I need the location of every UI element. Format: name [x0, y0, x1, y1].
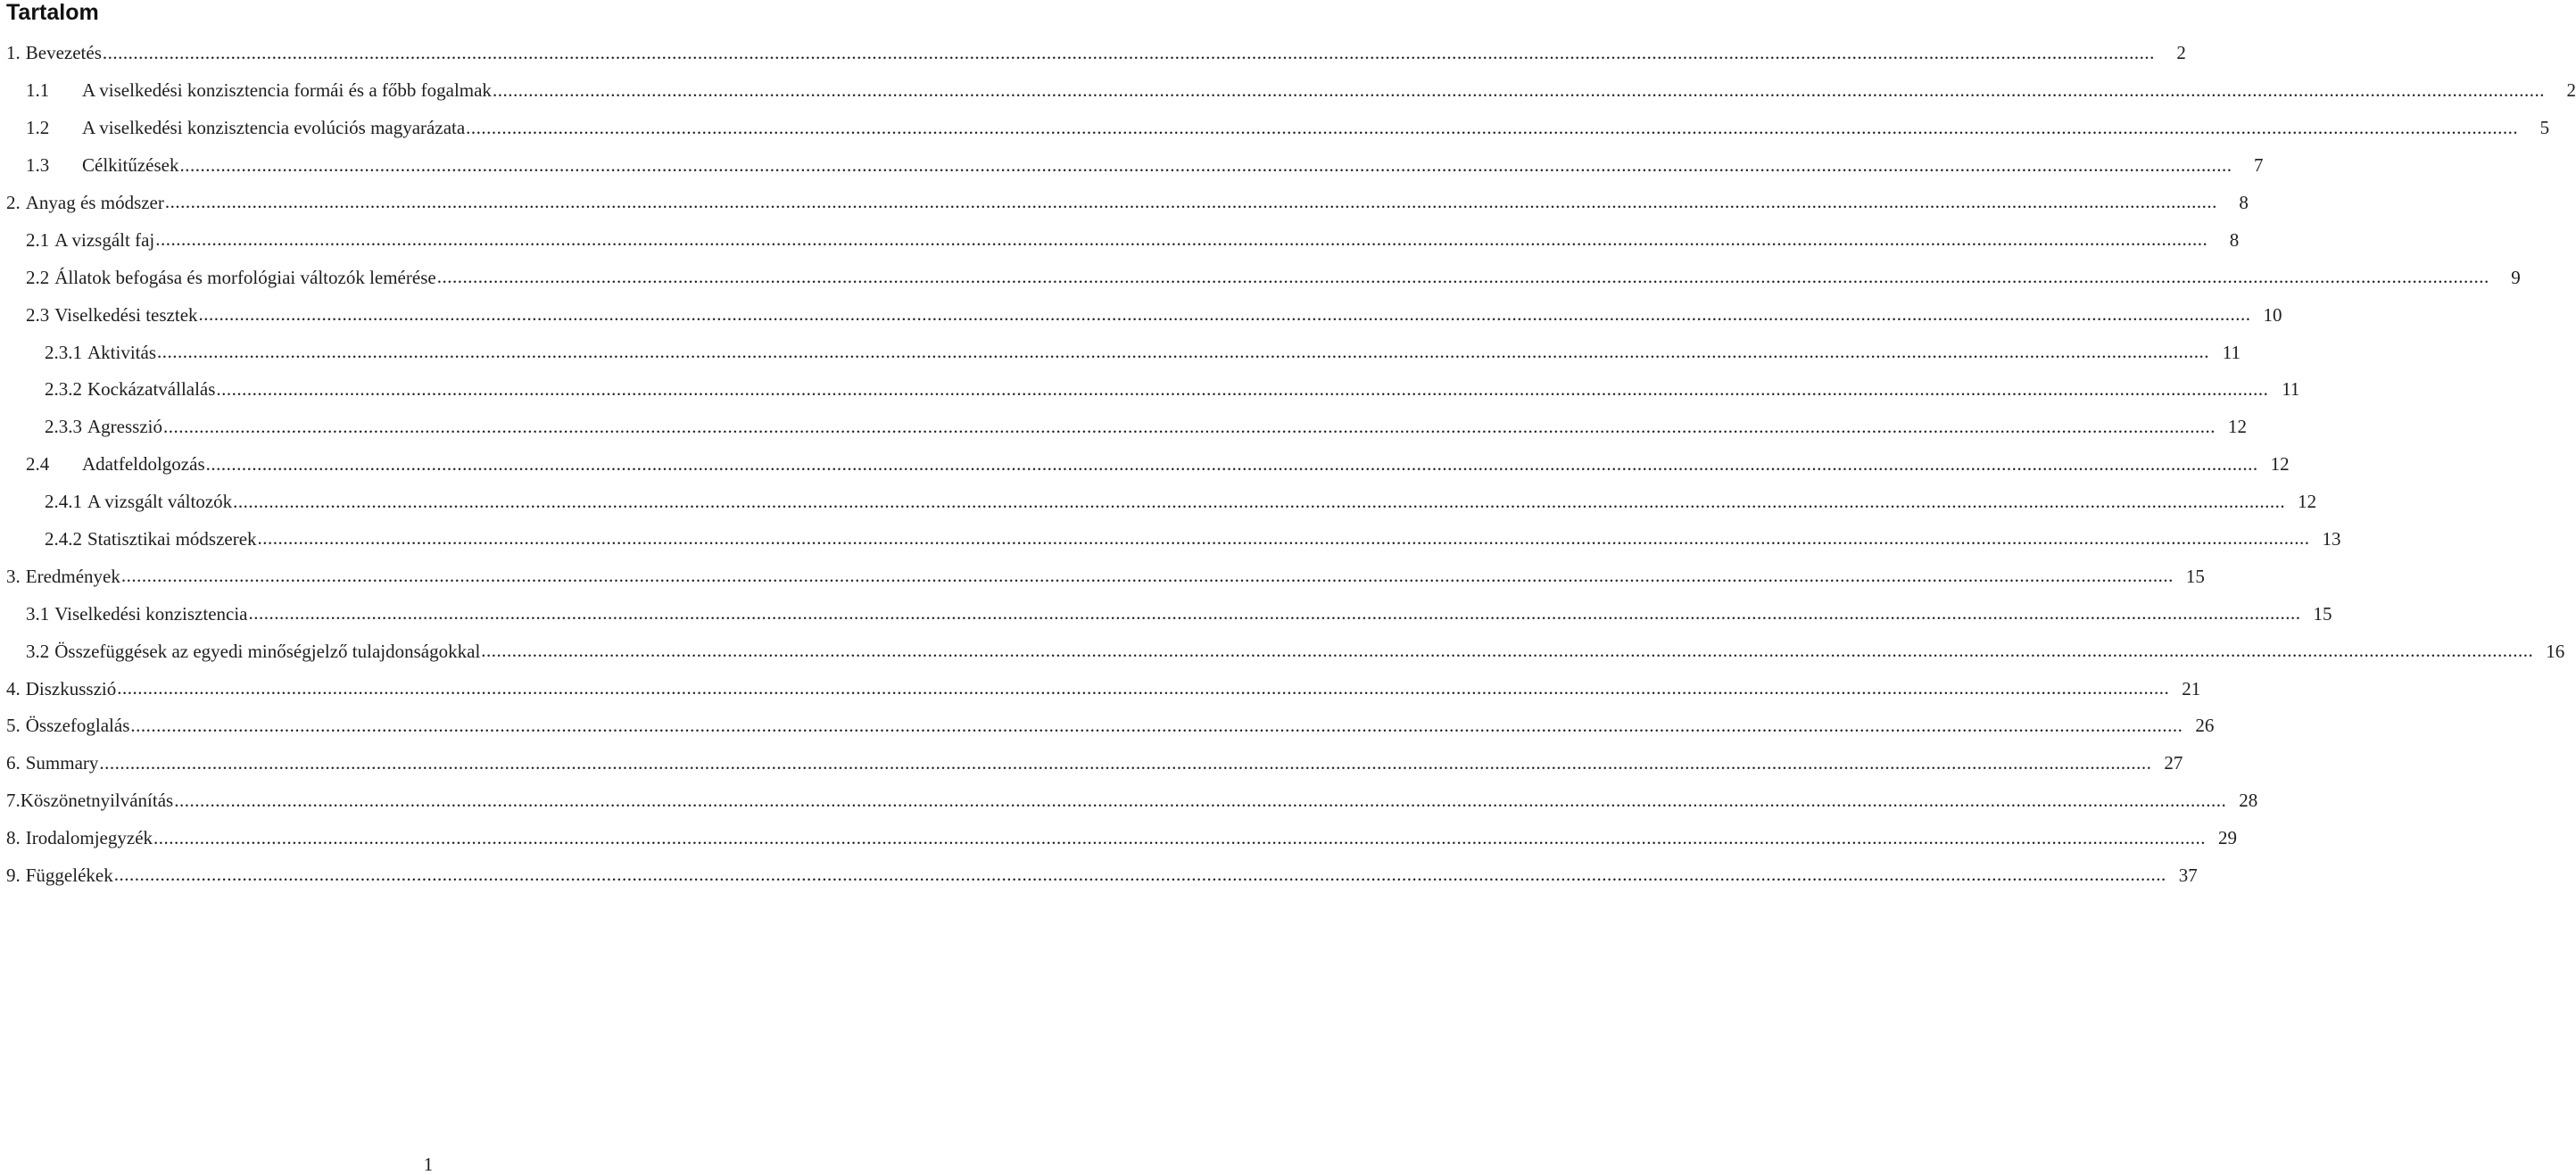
toc-entry-title: Viselkedési tesztek	[54, 303, 198, 326]
toc-entry-text	[6, 566, 120, 588]
toc-entry-title: Summary	[25, 752, 99, 774]
dot-leader: ................................................................................................................................................................................................................................................................................................................................................................................................................	[492, 79, 2545, 101]
toc-entry-page: 27	[2164, 752, 2183, 774]
toc-entry-page: 29	[2218, 827, 2238, 849]
toc-entry-page: 12	[2227, 416, 2247, 438]
dot-leader: ................................................................................................................................................................................................................................................................................................................................................................................................................	[120, 565, 2174, 587]
toc-entry-text	[26, 453, 205, 476]
toc-entry-text	[45, 491, 232, 513]
toc-entry-number: 8.	[6, 827, 21, 849]
toc-entry-number: 1.1	[26, 79, 50, 102]
toc-entry-number: 4.	[6, 677, 21, 699]
toc-entry-page: 7	[2253, 154, 2264, 177]
toc-entry-page: 11	[2282, 378, 2300, 401]
toc-entry-page: 28	[2239, 790, 2258, 812]
toc-entry-title: Anyag és módszer	[25, 192, 164, 213]
dot-leader: ................................................................................................................................................................................................................................................................................................................................................................................................................	[117, 677, 2170, 699]
toc-entry-page: 11	[2222, 341, 2241, 363]
toc-entry-text	[26, 304, 198, 327]
toc-entry-page: 10	[2263, 303, 2282, 326]
toc-entry[interactable]	[0, 35, 2186, 72]
toc-entry-page: 37	[2178, 865, 2198, 887]
toc-entry-number: 6.	[6, 752, 21, 774]
toc-entry[interactable]	[0, 185, 2249, 222]
toc-entry[interactable]	[0, 484, 2317, 521]
toc-entry-text	[26, 79, 492, 102]
toc-entry[interactable]	[0, 221, 2240, 259]
toc-entry-page: 21	[2182, 677, 2201, 699]
dot-leader: ................................................................................................................................................................................................................................................................................................................................................................................................................	[99, 751, 2152, 774]
toc-entry-page: 13	[2322, 528, 2341, 550]
toc-entry-page: 8	[2239, 192, 2249, 213]
toc-entry-number: 3.	[6, 565, 21, 587]
dot-leader: ................................................................................................................................................................................................................................................................................................................................................................................................................	[257, 527, 2310, 550]
dot-leader: ................................................................................................................................................................................................................................................................................................................................................................................................................	[155, 228, 2208, 251]
toc-entry-text	[6, 790, 173, 812]
page-title: Tartalom	[6, 0, 99, 25]
toc-entry-number: 5.	[6, 715, 21, 737]
toc-entry-text	[26, 641, 480, 663]
toc-entry[interactable]	[0, 296, 2282, 334]
toc-entry-text	[45, 342, 156, 364]
dot-leader: ................................................................................................................................................................................................................................................................................................................................................................................................................	[157, 341, 2209, 363]
toc-entry-text	[26, 267, 436, 289]
toc-entry[interactable]	[0, 521, 2341, 559]
dot-leader: ................................................................................................................................................................................................................................................................................................................................................................................................................	[179, 153, 2232, 176]
toc-entry-number: 2.3.1	[45, 341, 82, 363]
toc-entry-text	[45, 378, 215, 401]
toc-entry-title: Adatfeldolgozás	[82, 453, 205, 476]
toc-entry-text	[6, 715, 129, 737]
toc-entry-number: 2.2	[26, 266, 50, 288]
toc-entry-title: A vizsgált változók	[87, 491, 233, 513]
toc-entry[interactable]	[0, 334, 2241, 371]
dot-leader: ................................................................................................................................................................................................................................................................................................................................................................................................................	[113, 864, 2166, 886]
toc-entry-title: Összefüggések az egyedi minőségjelző tulajdonságokkal	[54, 640, 481, 662]
toc-entry[interactable]	[0, 409, 2247, 446]
dot-leader: ................................................................................................................................................................................................................................................................................................................................................................................................................	[481, 640, 2534, 662]
toc-entry-number: 2.3	[26, 303, 50, 326]
toc-entry-title: Aktivitás	[87, 341, 156, 363]
toc-entry-number: 2.3.2	[45, 378, 82, 401]
toc-entry-title: A viselkedési konzisztencia formái és a főbb fogalmak	[82, 79, 492, 102]
toc-entry-number: 7.	[6, 790, 21, 812]
toc-entry-title: Statisztikai módszerek	[87, 528, 257, 550]
toc-entry-text	[6, 827, 153, 849]
dot-leader: ................................................................................................................................................................................................................................................................................................................................................................................................................	[102, 41, 2155, 63]
toc-entry-text	[6, 752, 98, 774]
toc-entry-text	[6, 192, 164, 214]
toc-entry[interactable]	[0, 446, 2290, 484]
toc-entry-number: 3.2	[26, 640, 50, 662]
toc-entry-title: Diszkusszió	[25, 677, 117, 699]
toc-entry-title: Irodalomjegyzék	[25, 827, 153, 849]
toc-entry[interactable]	[0, 558, 2205, 595]
dot-leader: ................................................................................................................................................................................................................................................................................................................................................................................................................	[164, 191, 2217, 213]
toc-entry-title: Összefoglalás	[25, 715, 130, 737]
toc-entry-page: 5	[2539, 117, 2550, 139]
dot-leader: ................................................................................................................................................................................................................................................................................................................................................................................................................	[233, 490, 2286, 512]
dot-leader: ................................................................................................................................................................................................................................................................................................................................................................................................................	[198, 303, 2251, 326]
toc-entry-page: 2	[2566, 79, 2576, 102]
toc-entry-page: 8	[2229, 228, 2240, 251]
toc-entry-page: 2	[2176, 42, 2186, 64]
toc-entry[interactable]	[0, 110, 2550, 147]
toc-entry-text	[26, 154, 178, 177]
toc-entry-title: Köszönetnyilvánítás	[20, 790, 174, 812]
toc-entry-page: 12	[2298, 491, 2317, 513]
dot-leader: ................................................................................................................................................................................................................................................................................................................................................................................................................	[162, 415, 2216, 437]
dot-leader: ................................................................................................................................................................................................................................................................................................................................................................................................................	[174, 789, 2227, 811]
toc-entry-text	[6, 865, 113, 887]
toc-entry-text	[6, 42, 102, 64]
toc-entry[interactable]	[0, 857, 2198, 895]
toc-entry-page: 9	[2511, 266, 2521, 288]
toc-entry-title: Eredmények	[25, 565, 120, 587]
toc-entry-number: 2.4.1	[45, 491, 82, 513]
toc-entry-title: Viselkedési konzisztencia	[54, 602, 248, 625]
toc-entry[interactable]	[0, 670, 2201, 707]
toc-entry-text	[26, 229, 154, 252]
toc-entry[interactable]	[0, 782, 2258, 820]
toc-entry[interactable]	[0, 259, 2521, 296]
dot-leader: ................................................................................................................................................................................................................................................................................................................................................................................................................	[466, 116, 2519, 138]
toc-entry[interactable]	[0, 707, 2215, 745]
toc-entry-title: Bevezetés	[25, 42, 102, 64]
toc-entry-number: 2.4.2	[45, 528, 82, 550]
toc-entry-number: 1.3	[26, 154, 50, 177]
toc-entry-page: 15	[2185, 565, 2205, 587]
toc-entry[interactable]	[0, 745, 2183, 782]
toc-entry-number: 1.	[6, 42, 21, 64]
dot-leader: ................................................................................................................................................................................................................................................................................................................................................................................................................	[216, 377, 2269, 400]
toc-entry-number: 1.2	[26, 117, 50, 139]
dot-leader: ................................................................................................................................................................................................................................................................................................................................................................................................................	[130, 714, 2183, 736]
toc-entry[interactable]	[0, 72, 2576, 110]
toc-entry-title: Kockázatvállalás	[87, 378, 216, 401]
toc-entry-page: 16	[2546, 640, 2565, 662]
dot-leader: ................................................................................................................................................................................................................................................................................................................................................................................................................	[436, 266, 2489, 288]
toc-entry-number: 2.3.3	[45, 416, 82, 438]
toc-entry-title: Állatok befogása és morfológiai változók lemérése	[54, 266, 436, 288]
toc-entry-title: Agresszió	[87, 416, 162, 438]
dot-leader: ................................................................................................................................................................................................................................................................................................................................................................................................................	[205, 452, 2258, 475]
toc-entry-text	[45, 416, 162, 438]
toc-entry[interactable]	[0, 371, 2300, 409]
toc-entry[interactable]	[0, 595, 2332, 633]
toc-entry-page: 26	[2195, 715, 2215, 737]
toc-entry-text	[26, 117, 465, 139]
toc-entry-number: 2.1	[26, 228, 50, 251]
toc-entry-number: 9.	[6, 865, 21, 887]
dot-leader: ................................................................................................................................................................................................................................................................................................................................................................................................................	[248, 602, 2301, 625]
toc-entry[interactable]	[0, 633, 2565, 670]
toc-entry-text	[26, 603, 248, 625]
toc-entry-number: 2.4	[26, 453, 50, 476]
toc-entry-page: 15	[2313, 602, 2332, 625]
toc-entry-title: A viselkedési konzisztencia evolúciós magyarázata	[82, 117, 466, 139]
toc-entry-title: Célkitűzések	[82, 154, 179, 177]
table-of-contents	[0, 35, 2576, 894]
toc-entry-text	[6, 678, 116, 700]
toc-entry-number: 2.	[6, 192, 21, 213]
toc-entry-number: 3.1	[26, 602, 50, 625]
toc-entry-title: Függelékek	[25, 865, 113, 887]
toc-entry[interactable]	[0, 147, 2264, 185]
page-number: 1	[423, 1154, 434, 1175]
toc-entry-page: 12	[2270, 453, 2290, 476]
toc-entry-title: A vizsgált faj	[54, 228, 155, 251]
dot-leader: ................................................................................................................................................................................................................................................................................................................................................................................................................	[153, 826, 2207, 848]
toc-entry-text	[45, 528, 257, 550]
toc-entry[interactable]	[0, 820, 2238, 857]
